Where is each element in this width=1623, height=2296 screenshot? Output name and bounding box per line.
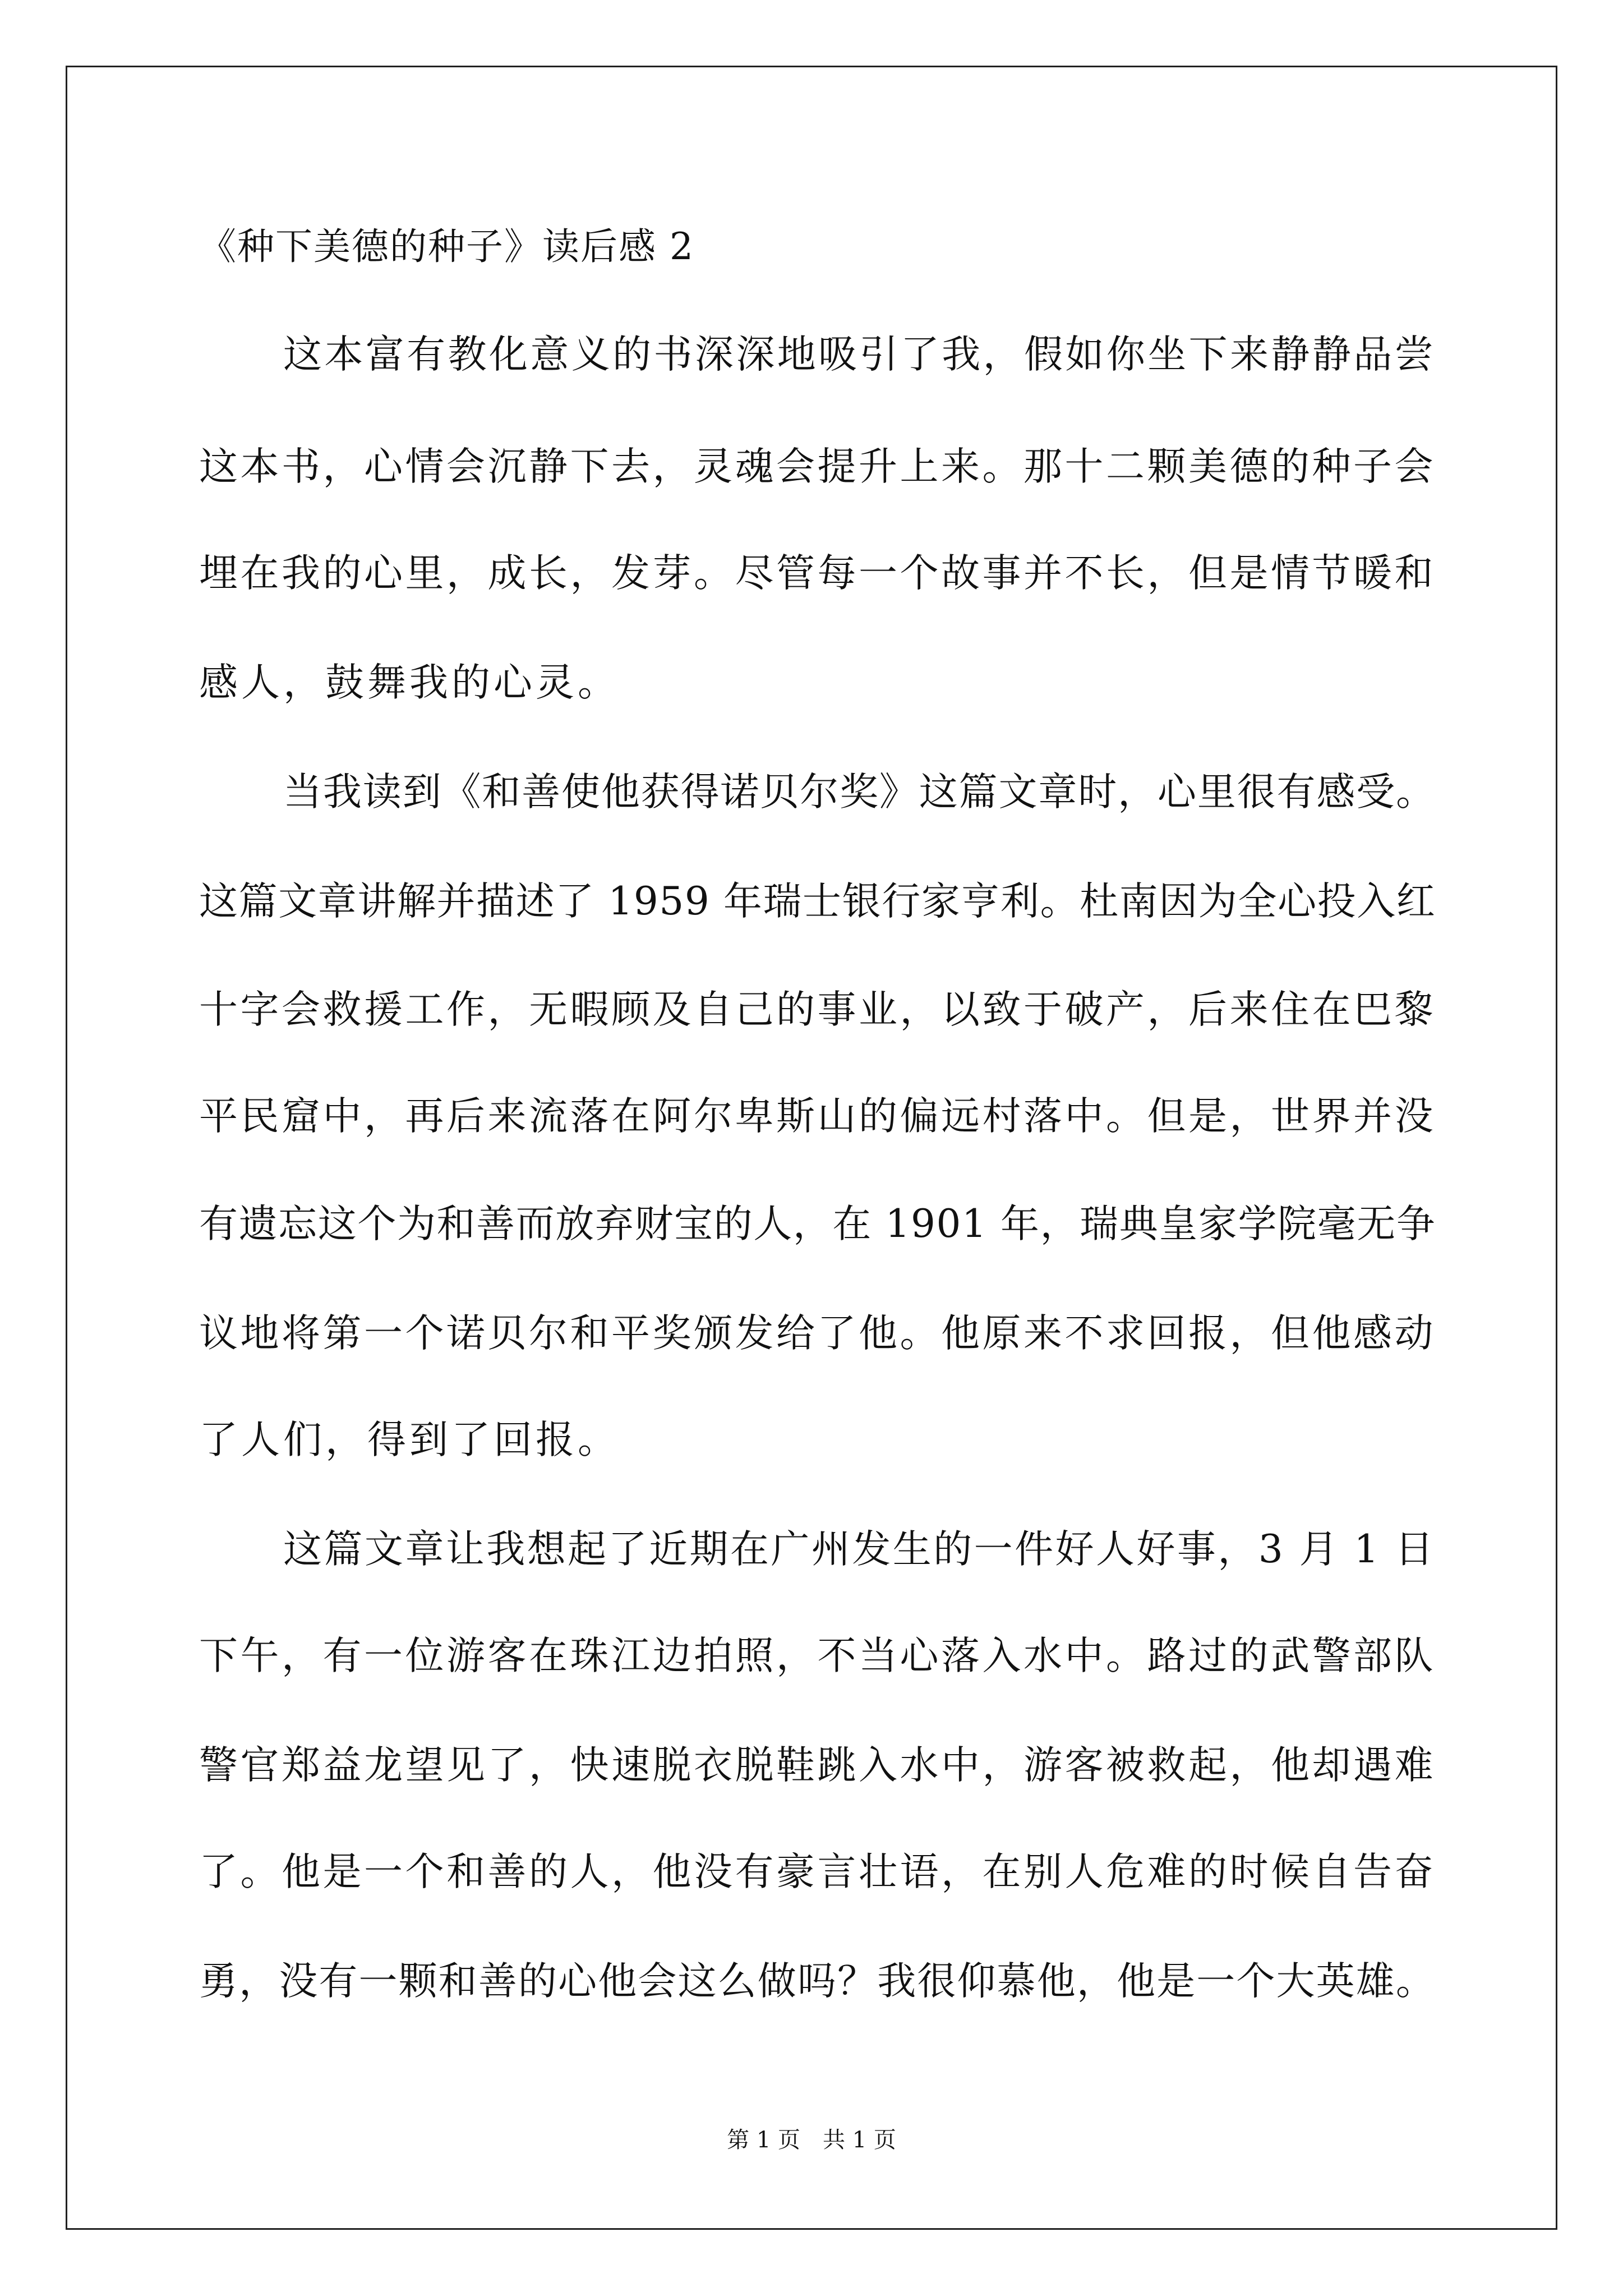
paragraph-1-line-2: 这本书，心情会沉静下去，灵魂会提升上来。那十二颗美德的种子会: [199, 444, 1436, 489]
paragraph-3-line-4: 了。他是一个和善的人，他没有豪言壮语，在别人危难的时候自告奋: [199, 1849, 1436, 1894]
page-footer: 第 1 页 共 1 页: [727, 2127, 896, 2153]
paragraph-2-line-5: 有遗忘这个为和善而放弃财宝的人，在 1901 年，瑞典皇家学院毫无争: [199, 1202, 1436, 1246]
paragraph-3-line-2: 下午，有一位游客在珠江边拍照，不当心落入水中。路过的武警部队: [199, 1634, 1436, 1678]
paragraph-3-line-5: 勇，没有一颗和善的心他会这么做吗？我很仰慕他，他是一个大英雄。: [199, 1959, 1436, 2004]
paragraph-3-line-3: 警官郑益龙望见了，快速脱衣脱鞋跳入水中，游客被救起，他却遇难: [199, 1743, 1436, 1788]
paragraph-1-line-4: 感人，鼓舞我的心灵。: [199, 660, 620, 705]
paragraph-2-line-2: 这篇文章讲解并描述了 1959 年瑞士银行家亨利。杜南因为全心投入红: [199, 879, 1436, 924]
paragraph-2-line-1: 当我读到《和善使他获得诺贝尔奖》这篇文章时，心里很有感受。: [283, 770, 1436, 815]
paragraph-2-line-7: 了人们，得到了回报。: [199, 1418, 620, 1462]
paragraph-1-line-1: 这本富有教化意义的书深深地吸引了我，假如你坐下来静静品尝: [283, 332, 1436, 377]
paragraph-2-line-4: 平民窟中，再后来流落在阿尔卑斯山的偏远村落中。但是，世界并没: [199, 1094, 1436, 1139]
paragraph-3-line-1: 这篇文章让我想起了近期在广州发生的一件好人好事，3 月 1 日: [283, 1527, 1436, 1572]
page-border: [66, 66, 1557, 2230]
paragraph-2-line-6: 议地将第一个诺贝尔和平奖颁发给了他。他原来不求回报，但他感动: [199, 1311, 1436, 1356]
document-title: 《种下美德的种子》读后感 2: [199, 225, 694, 268]
paragraph-2-line-3: 十字会救援工作，无暇顾及自己的事业，以致于破产，后来住在巴黎: [199, 987, 1436, 1032]
paragraph-1-line-3: 埋在我的心里，成长，发芽。尽管每一个故事并不长，但是情节暖和: [199, 551, 1436, 596]
